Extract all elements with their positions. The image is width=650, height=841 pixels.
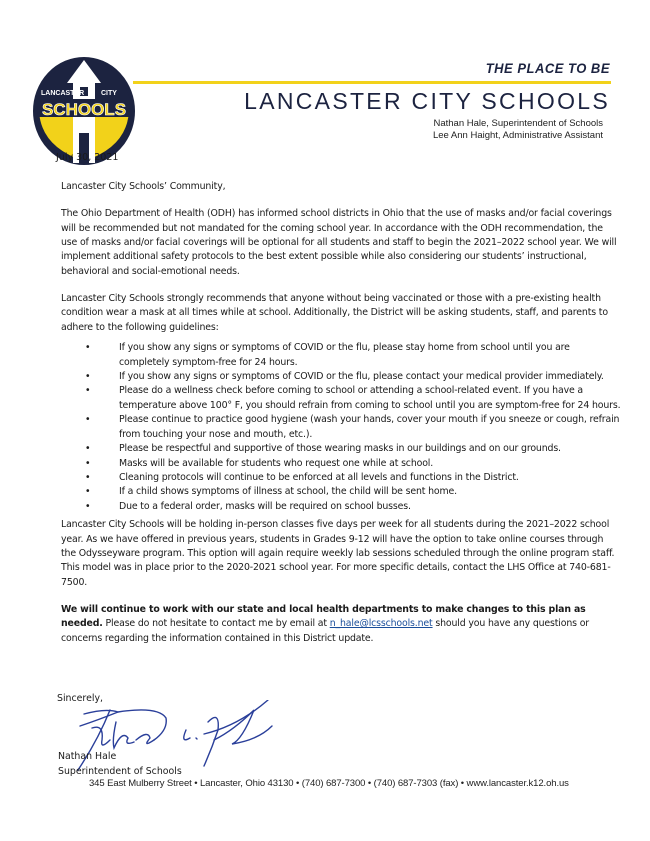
closing-contact-text-end: should you have any questions or concerns regarding the information contained in this District update. bbox=[61, 618, 589, 644]
bullet-icon: • bbox=[85, 414, 91, 426]
svg-text:CITY: CITY bbox=[101, 90, 117, 97]
salutation: Lancaster City Schools’ Community, bbox=[61, 181, 226, 192]
guideline-item: • Please continue to practice good hygiene (wash your hands, cover your mouth if you sneeze or cough, refrain from touching your nose and mouth, etc.). bbox=[85, 414, 620, 440]
guideline-item: • Please do a wellness check before coming to school or attending a school-related event. If you have a temperature above 100° F, you should refrain from coming to school until you are symptom-free for 24 hours. bbox=[85, 385, 621, 411]
guideline-item: • If you show any signs or symptoms of COVID or the flu, please contact your medical provider immediately. bbox=[61, 370, 621, 384]
guideline-item: • Masks will be available for students who request one while at school. bbox=[61, 457, 621, 471]
signer-name: Nathan Hale bbox=[58, 751, 117, 762]
guideline-item: • Due to a federal order, masks will be required on school busses. bbox=[61, 500, 621, 514]
guideline-item: • Please be respectful and supportive of those wearing masks in our buildings and on our grounds. bbox=[61, 442, 621, 456]
paragraph-in-person-classes: Lancaster City Schools will be holding in-person classes five days per week for all students during the 2021–2022 school year. As we have offered in previous years, students in Grades 9-12 will have the option to take online courses through the Odysseyware program. This option will again require weekly lab sessions scheduled through the online program staff. This model was in place prior to the 2020-2021 school year. For more specific details, contact the LHS Office at 740-681-7500. bbox=[61, 519, 615, 588]
paragraph-recommendation: Lancaster City Schools strongly recommends that anyone without being vaccinated or those with a pre-existing health condition wear a mask at all times while at school. Additionally, the District will be asking students, staff, and parents to adhere to the following guidelines: bbox=[61, 293, 608, 333]
svg-text:SCHOOLS: SCHOOLS bbox=[41, 100, 127, 119]
lancaster-city-schools-logo-icon bbox=[33, 57, 135, 165]
guideline-item: • If you show any signs or symptoms of COVID or the flu, please stay home from school until you are completely symptom-free for 24 hours. bbox=[85, 342, 570, 368]
sign-off: Sincerely, bbox=[57, 693, 103, 704]
paragraph-odh: The Ohio Department of Health (ODH) has informed school districts in Ohio that the use of masks and/or facial coverings will be recommended but not mandated for the coming school year. In accordance with the ODH recommendation, the use of masks and/or facial coverings will be optional for all students and staff to begin the 2021–2022 school year. We will implement additional safety protocols to the best extent possible while also considering our students’ instructional, behavioral and social-emotional needs. bbox=[61, 208, 617, 277]
signer-title: Superintendent of Schools bbox=[58, 766, 182, 777]
guidelines-list bbox=[61, 341, 621, 514]
closing-paragraph bbox=[61, 603, 621, 646]
bullet-icon: • bbox=[85, 371, 91, 383]
staff-superintendent: Nathan Hale, Superintendent of Schools bbox=[433, 118, 603, 129]
bullet-icon: • bbox=[85, 385, 91, 397]
guideline-item: • If a child shows symptoms of illness at school, the child will be sent home. bbox=[61, 485, 621, 499]
bullet-icon: • bbox=[85, 486, 91, 498]
letter-body bbox=[61, 180, 621, 646]
svg-text:LANCASTER: LANCASTER bbox=[41, 90, 85, 97]
header-gold-rule bbox=[133, 81, 611, 84]
email-link[interactable]: n_hale@lcsschools.net bbox=[329, 618, 433, 630]
staff-assistant: Lee Ann Haight, Administrative Assistant bbox=[432, 130, 603, 141]
bullet-icon: • bbox=[85, 443, 91, 455]
signer-block bbox=[58, 749, 182, 779]
organization-name: LANCASTER CITY SCHOOLS bbox=[244, 88, 610, 114]
footer-address: 345 East Mulberry Street • Lancaster, Ohio 43130 • (740) 687-7300 • (740) 687-7303 (fax) • www.lancaster.k12.oh.us bbox=[89, 778, 569, 789]
tagline: THE PLACE TO BE bbox=[485, 60, 610, 77]
letter-date: July 30, 2021 bbox=[56, 152, 119, 163]
bullet-icon: • bbox=[85, 457, 91, 469]
staff-list bbox=[433, 118, 603, 142]
closing-contact-text: Please do not hesitate to contact me by email at bbox=[105, 618, 330, 630]
closing-bold-statement: We will continue to work with our state and local health departments to make changes to this plan as needed. bbox=[61, 603, 586, 630]
bullet-icon: • bbox=[85, 471, 91, 483]
bullet-icon: • bbox=[85, 500, 91, 512]
guideline-item: • Cleaning protocols will continue to be enforced at all levels and functions in the District. bbox=[61, 471, 621, 485]
bullet-icon: • bbox=[85, 342, 91, 354]
